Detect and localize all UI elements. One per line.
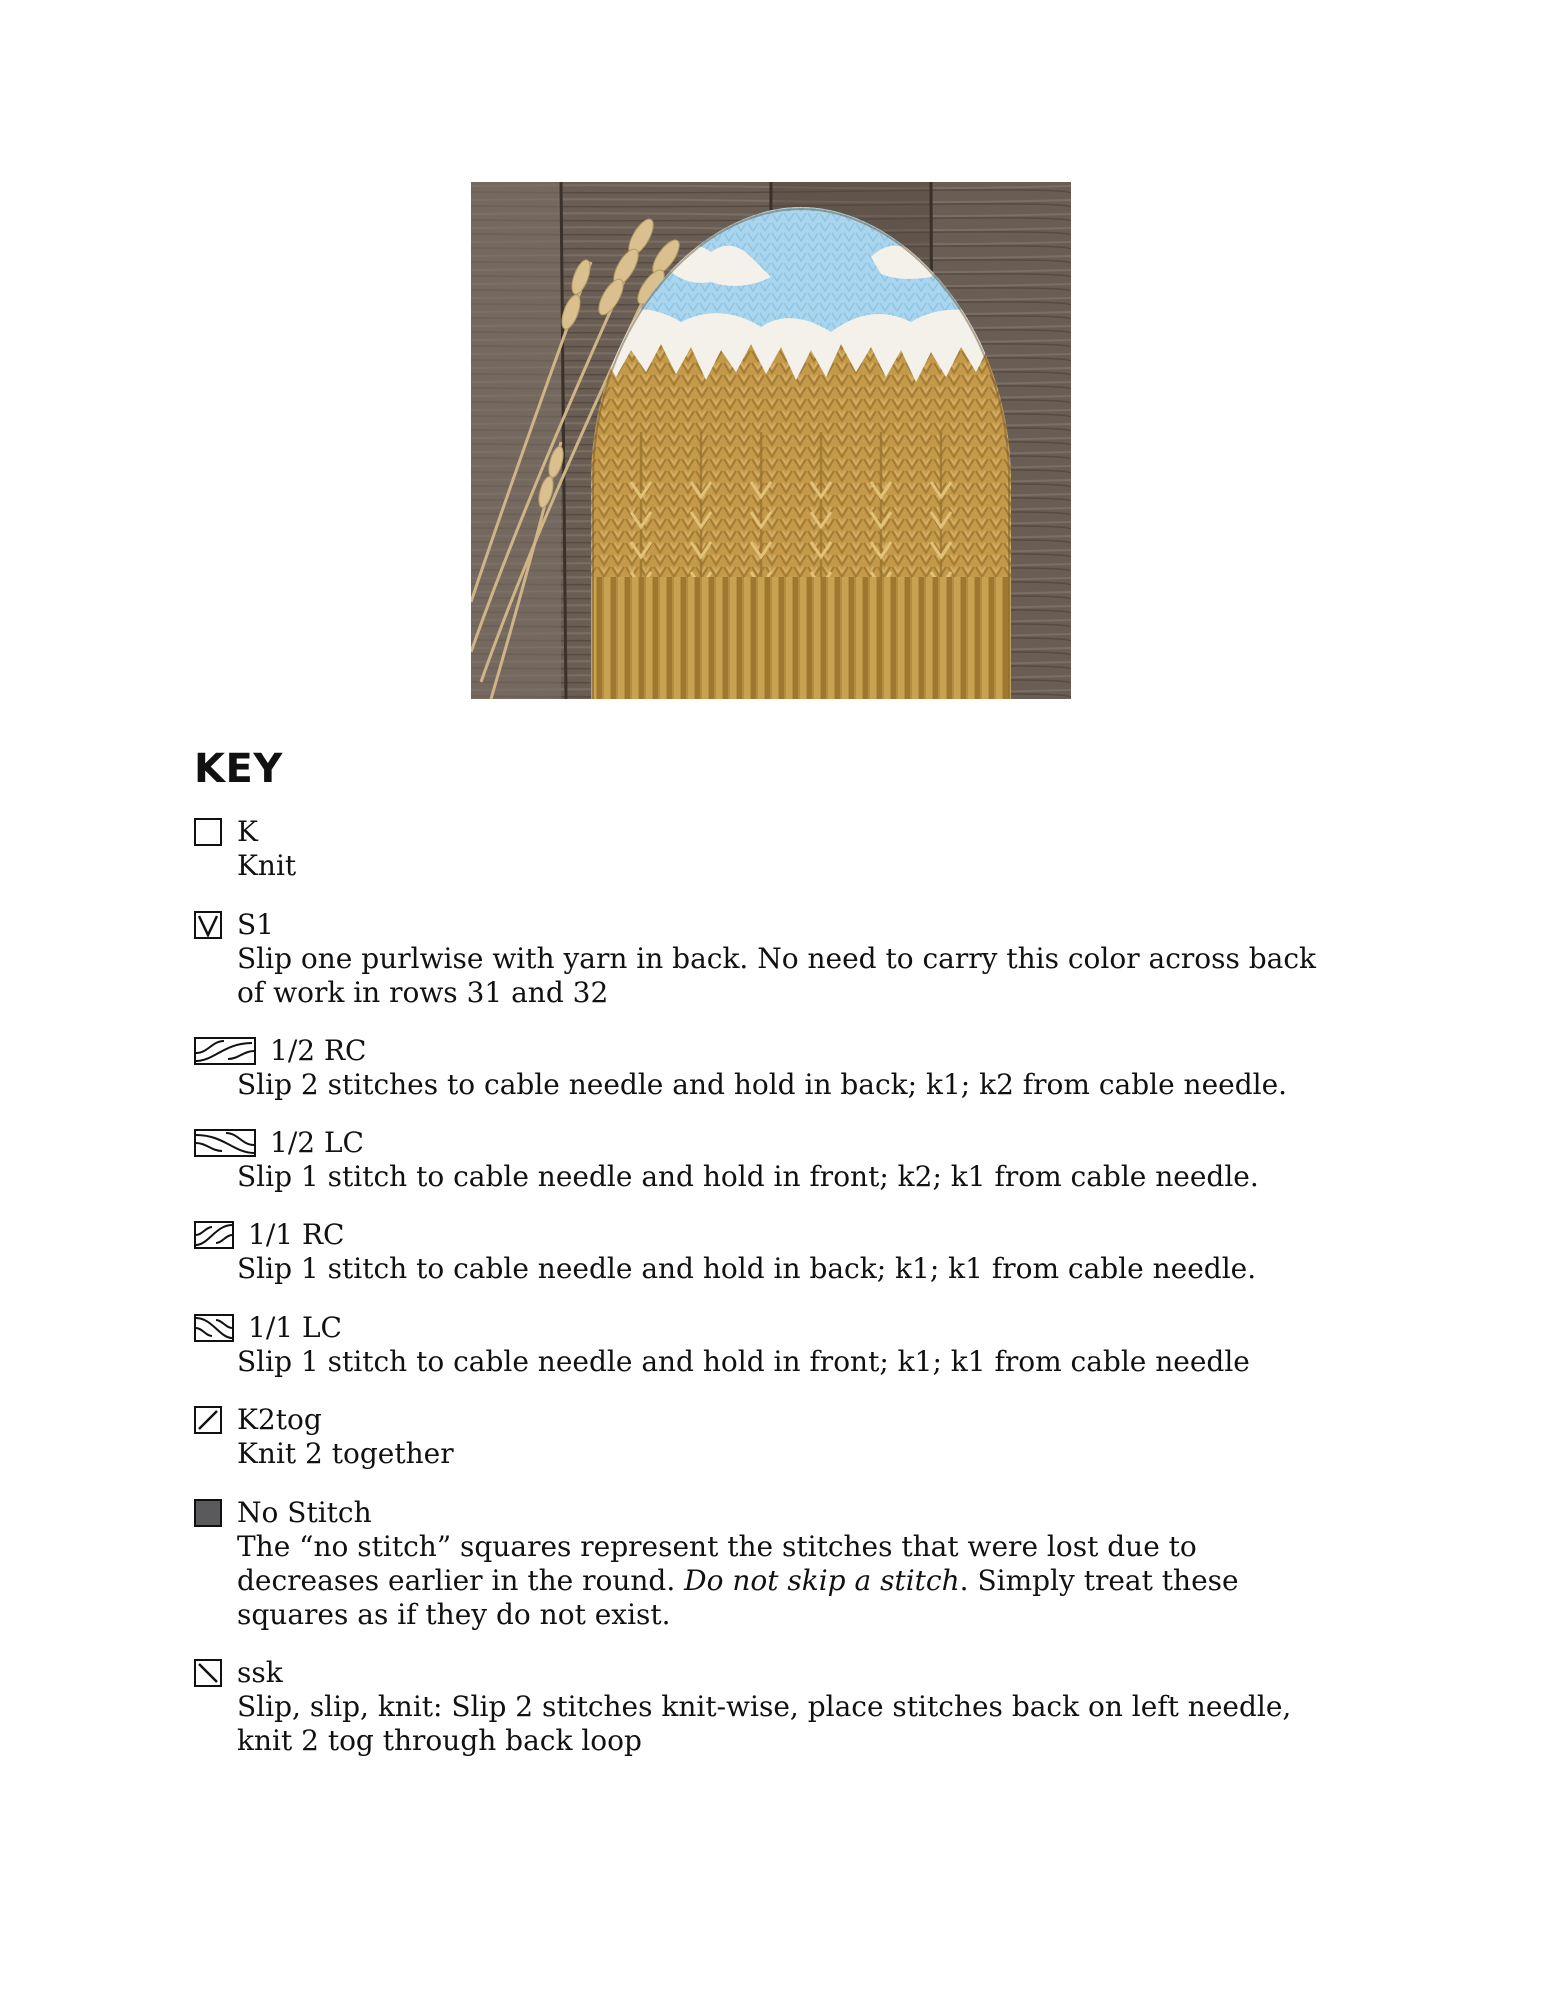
ssk-icon <box>194 1659 222 1687</box>
key-entry-abbr: ssk <box>237 1656 283 1689</box>
key-entry-desc: Slip 2 stitches to cable needle and hold in back; k1; k2 from cable needle. <box>237 1068 1288 1101</box>
key-title: KEY <box>194 746 283 792</box>
left-cross-2-icon <box>194 1129 256 1157</box>
key-entry-desc: Slip, slip, knit: Slip 2 stitches knit-wise, place stitches back on left needle, knit 2 tog through back loop <box>237 1690 1292 1757</box>
key-entry-desc: Knit 2 together <box>237 1437 454 1470</box>
key-entry-desc: Slip 1 stitch to cable needle and hold in front; k1; k1 from cable needle <box>237 1345 1250 1378</box>
key-entry-knit <box>194 815 1344 883</box>
no-stitch-icon <box>194 1499 222 1527</box>
hat-photo <box>471 182 1071 699</box>
key-entry-abbr: 1/2 RC <box>270 1034 367 1067</box>
key-entry-slip <box>194 908 1344 1010</box>
key-entry-1-1-lc <box>194 1311 1344 1379</box>
key-entry-abbr: S1 <box>237 908 274 941</box>
key-entry-k2tog <box>194 1403 1344 1471</box>
slip-stitch-icon <box>194 911 222 939</box>
key-entry-ssk <box>194 1656 1344 1758</box>
key-entry-desc: Slip 1 stitch to cable needle and hold in back; k1; k1 from cable needle. <box>237 1252 1257 1285</box>
key-entry-desc: Slip 1 stitch to cable needle and hold in front; k2; k1 from cable needle. <box>237 1160 1259 1193</box>
key-entry-1-1-rc <box>194 1218 1344 1286</box>
key-entry-desc: Slip one purlwise with yarn in back. No need to carry this color across back of work in rows 31 and 32 <box>237 942 1317 1009</box>
key-entry-1-2-rc <box>194 1034 1344 1102</box>
desc-text: The “no stitch” squares represent the stitches that were lost due to decreases earlier in the round. <box>237 1530 1197 1597</box>
key-entry-desc <box>237 1530 1344 1632</box>
key-entry-abbr: 1/1 RC <box>248 1218 345 1251</box>
k2tog-icon <box>194 1406 222 1434</box>
key-entry-no-stitch <box>194 1496 1344 1632</box>
right-cross-1-icon <box>194 1221 234 1249</box>
desc-emphasis: Do not skip a stitch <box>684 1564 960 1597</box>
key-entry-1-2-lc <box>194 1126 1344 1194</box>
key-entry-abbr: No Stitch <box>237 1496 372 1529</box>
key-entry-abbr: 1/1 LC <box>248 1311 342 1344</box>
desc-text: . Simply treat these squares as if they do not exist. <box>237 1564 1239 1631</box>
knit-square-icon <box>194 818 222 846</box>
key-entry-desc: Knit <box>237 849 297 882</box>
right-cross-2-icon <box>194 1037 256 1065</box>
key-entry-abbr: 1/2 LC <box>270 1126 364 1159</box>
left-cross-1-icon <box>194 1314 234 1342</box>
key-entry-abbr: K2tog <box>237 1403 322 1436</box>
key-entry-abbr: K <box>237 815 258 848</box>
